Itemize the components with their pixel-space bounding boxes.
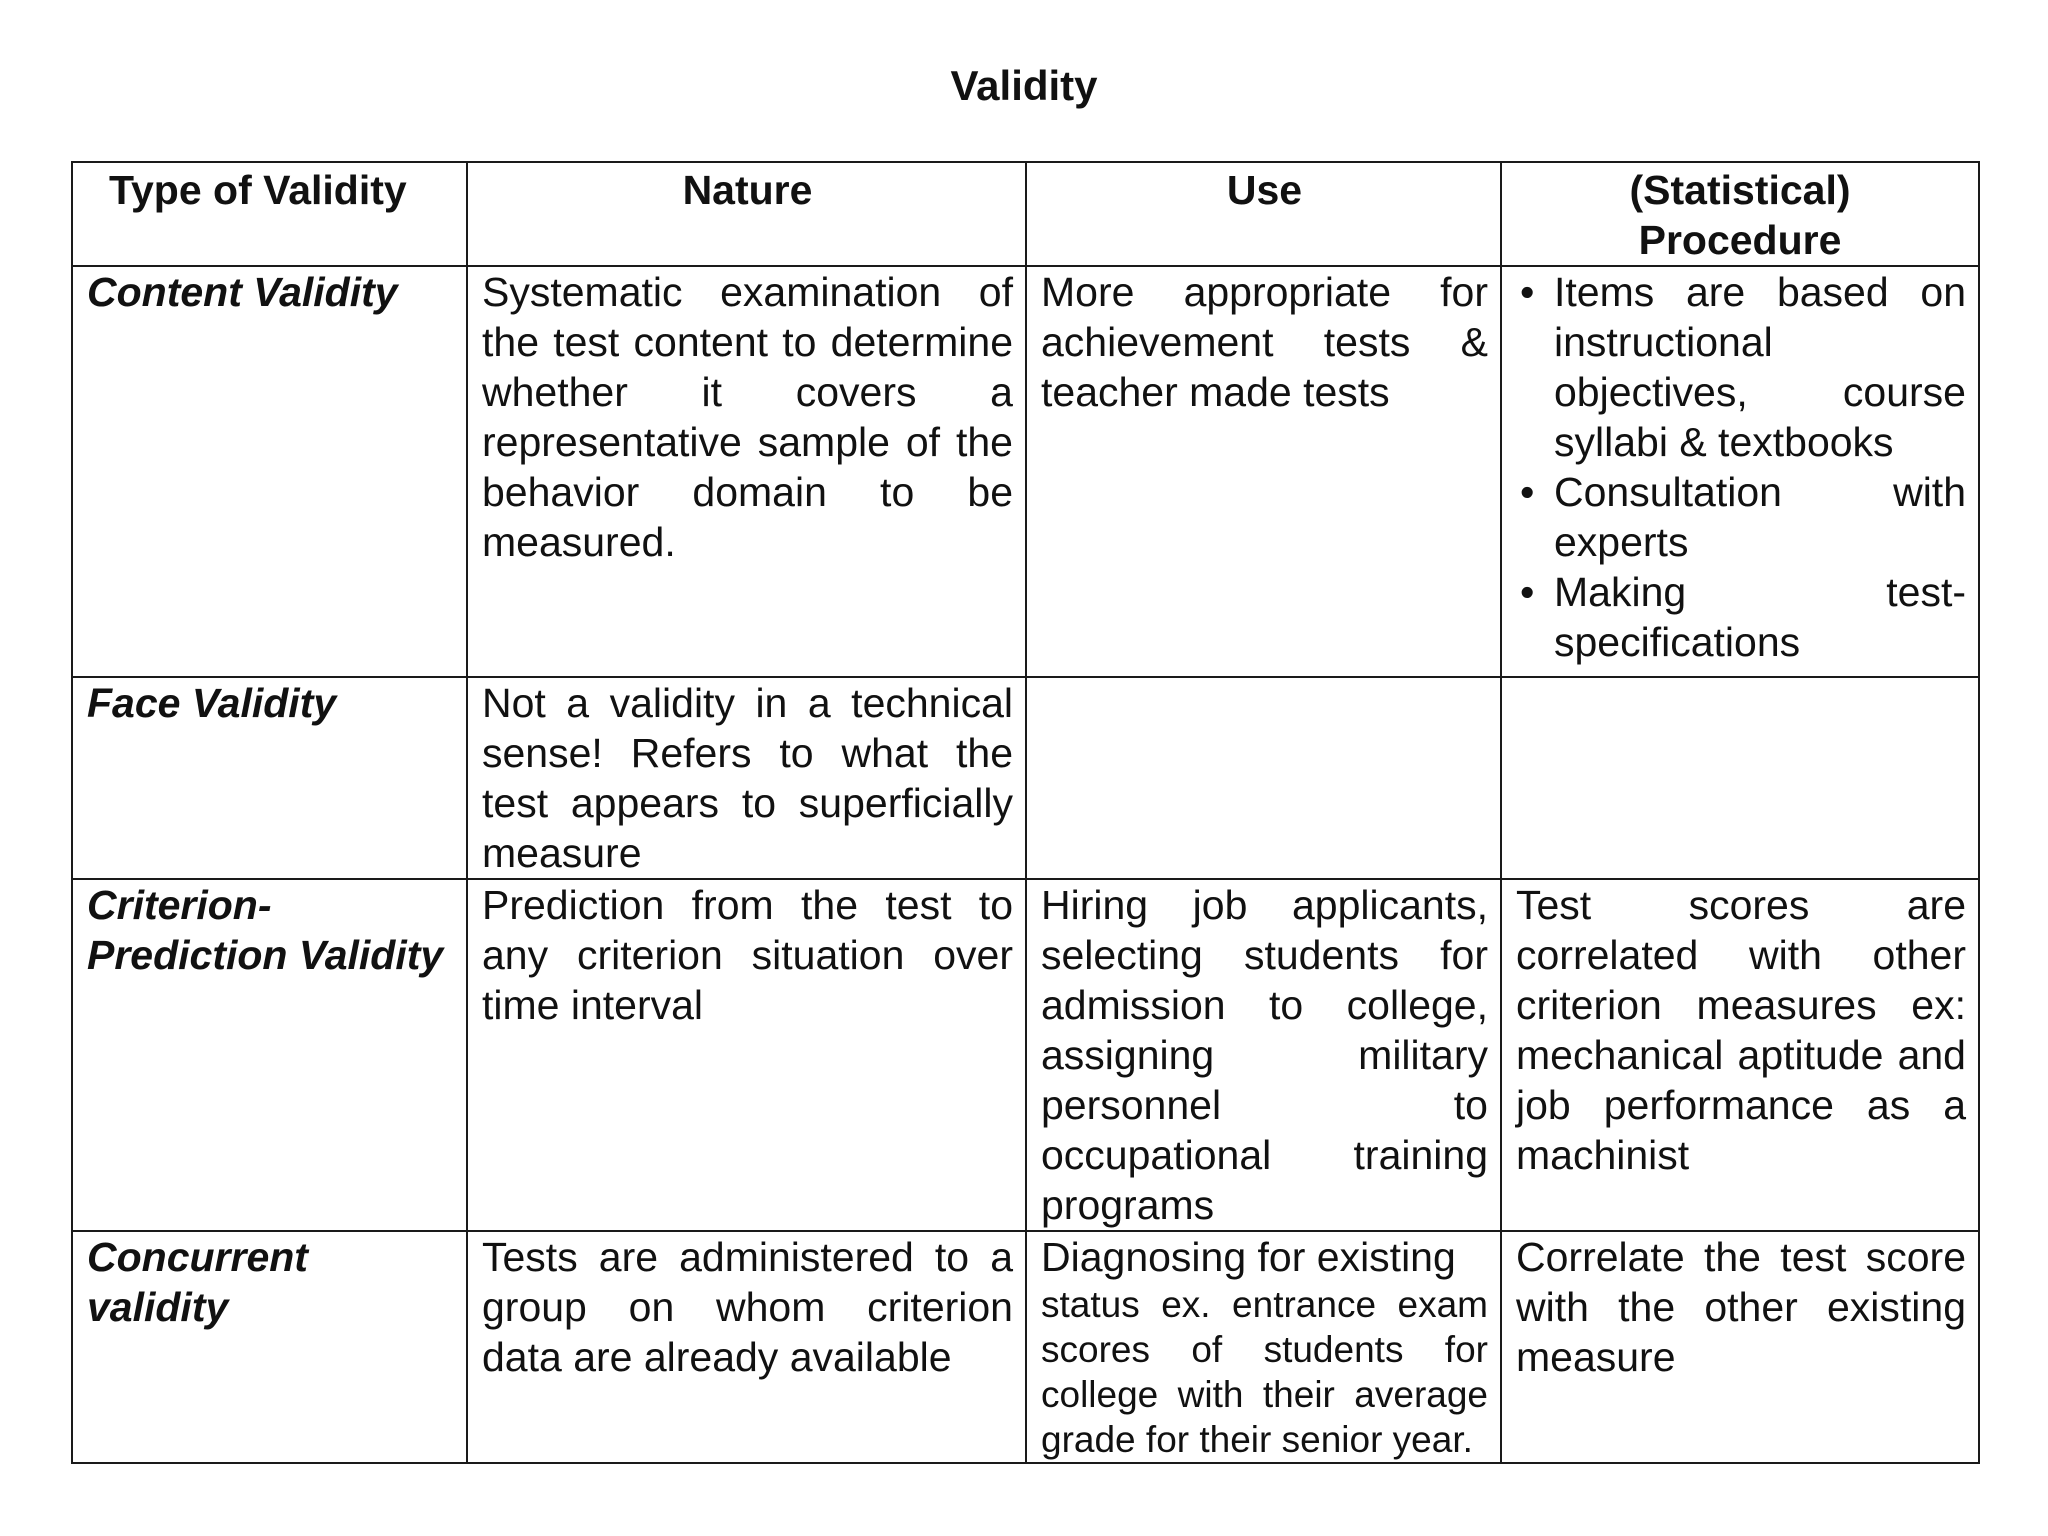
table-row: [72, 879, 1979, 1231]
list-item: [1516, 267, 1966, 467]
row-nature-cell: Systematic examination of the test content to determine whether it covers a representative sample of the behavior domain to be measured.: [467, 266, 1026, 677]
validity-table: [71, 161, 1980, 1464]
row-nature-cell: Prediction from the test to any criterion situation over time interval: [467, 879, 1026, 1231]
row-nature-cell: Not a validity in a technical sense! Refers to what the test appears to superficially measure: [467, 677, 1026, 879]
bullet-icon: •: [1520, 569, 1535, 615]
row-use-cell: More appropriate for achievement tests & teacher made tests: [1026, 266, 1501, 677]
header-nature: Nature: [467, 162, 1026, 266]
row-use-cell: [1026, 1231, 1501, 1463]
list-item: [1516, 567, 1966, 667]
row-use-cell: Hiring job applicants, selecting students for admission to college, assigning military personnel to occupational training programs: [1026, 879, 1501, 1231]
row-procedure-cell: [1501, 266, 1979, 677]
bullet-icon: •: [1520, 269, 1535, 315]
row-nature-cell: Tests are administered to a group on whom criterion data are already available: [467, 1231, 1026, 1463]
table-row: [72, 1231, 1979, 1463]
row-use-cell: [1026, 677, 1501, 879]
header-type-of-validity: Type of Validity: [72, 162, 467, 266]
row-procedure-cell: Test scores are correlated with other criterion measures ex: mechanical aptitude and job performance as a machinist: [1501, 879, 1979, 1231]
list-item-text: Consultation with experts: [1554, 469, 1966, 565]
row-type-cell: Criterion-Prediction Validity: [72, 879, 467, 1231]
list-item-text: Making test-specifications: [1554, 569, 1966, 665]
list-item-text: Items are based on instructional objectives, course syllabi & textbooks: [1554, 269, 1966, 465]
header-use: Use: [1026, 162, 1501, 266]
document-title: Validity: [950, 62, 1098, 109]
table-row: [72, 677, 1979, 879]
use-text-rest: status ex. entrance exam scores of students for college with their average grade for their senior year.: [1041, 1284, 1488, 1460]
row-type-cell: Face Validity: [72, 677, 467, 879]
row-procedure-cell: [1501, 677, 1979, 879]
row-type-cell: Concurrent validity: [72, 1231, 467, 1463]
use-text-line: Diagnosing for existing: [1041, 1234, 1456, 1280]
table-row: [72, 266, 1979, 677]
bullet-icon: •: [1520, 469, 1535, 515]
list-item: [1516, 467, 1966, 567]
table-header-row: [72, 162, 1979, 266]
row-type-cell: Content Validity: [72, 266, 467, 677]
procedure-list: [1516, 267, 1966, 667]
row-procedure-cell: Correlate the test score with the other existing measure: [1501, 1231, 1979, 1463]
header-procedure: (Statistical) Procedure: [1501, 162, 1979, 266]
